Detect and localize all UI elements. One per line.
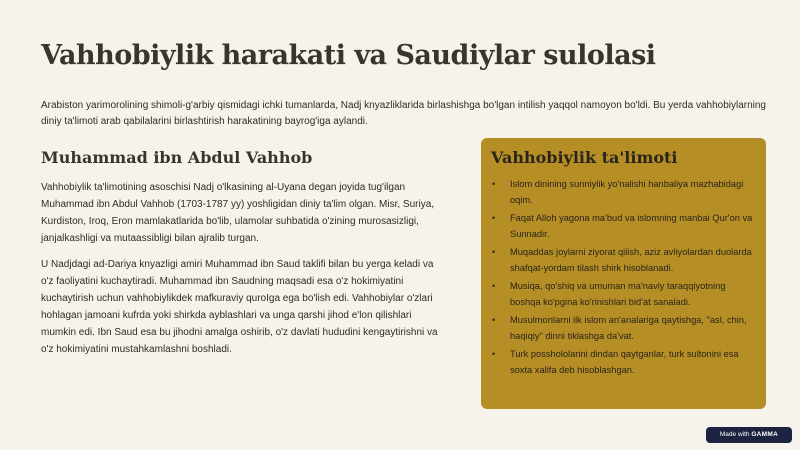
list-item-text: Muqaddas joylarni ziyorat qilish, aziz avliyolardan duolarda shafqat-yordam tilash shirk hisoblanadi. [510, 247, 752, 273]
intro-paragraph: Arabiston yarimorolining shimoli-g'arbiy qismidagi ichki tumanlarda, Nadj knyazliklarida birlashishga bo'lgan intilish yaqqol namoyon bo'ldi. Bu yerda vahhobiylarning diniy ta'limoti arab qabilalarini birlashtirish harakatining bayrog'iga aylandi. [41, 100, 766, 127]
teachings-card [481, 138, 766, 409]
list-item-text: Turk posshololarini dindan qaytganlar, turk sultonini esa soxta xalifa deb hisoblashgan. [510, 349, 739, 375]
bullet-icon: • [492, 213, 496, 223]
list-item [491, 244, 756, 276]
page-title: Vahhobiylik harakati va Saudiylar sulolasi [41, 40, 656, 71]
left-column [41, 148, 443, 367]
made-with-gamma-badge[interactable] [706, 427, 792, 443]
list-item-text: Islom dinining sunniylik yo'nalishi hanbaliya mazhabidagi oqim. [510, 179, 744, 205]
list-item [491, 312, 756, 344]
bullet-icon: • [492, 349, 496, 359]
list-item [491, 210, 756, 242]
paragraph-biography: Vahhobiylik ta'limotining asoschisi Nadj o'lkasining al-Uyana degan joyida tug'ilgan Muhammad ibn Abdul Vahhob (1703-1787 yy) yoshligidan diniy ta'lim olgan. Misr, Suriya, Kurdiston, Iroq, Eron mamlakatlarida bo'lib, ulamolar suhbatida o'zining murosasizligi, janjalkashligi va mutaassibligi bilan ajralib turgan. [41, 182, 435, 244]
list-item-text: Musiqa, qo'shiq va umuman ma'naviy taraqqiyotning boshqa ko'pgina ko'rinishlari bid'at sanaladi. [510, 281, 726, 307]
teachings-list [491, 176, 756, 378]
badge-prefix: Made with [719, 431, 750, 438]
bullet-icon: • [492, 247, 496, 257]
list-item-text: Musulmonlarni ilk islom an'analariga qaytishga, "asl, chin, haqiqiy" dinni tiklashga da'vat. [510, 315, 747, 341]
bullet-icon: • [492, 315, 496, 325]
badge-brand: GAMMA [751, 431, 779, 438]
list-item [491, 278, 756, 310]
bullet-icon: • [492, 179, 496, 189]
list-item [491, 176, 756, 208]
list-item-text: Faqat Alloh yagona ma'bud va islomning manbai Qur'on va Sunnadir. [510, 213, 753, 239]
card-heading: Vahhobiylik ta'limoti [491, 148, 678, 167]
section-heading: Muhammad ibn Abdul Vahhob [41, 148, 313, 167]
list-item [491, 346, 756, 378]
paragraph-alliance: U Nadjdagi ad-Dariya knyazligi amiri Muhammad ibn Saud taklifi bilan bu yerga keladi va o'z faoliyatini kuchaytiradi. Muhammad ibn Saudning maqsadi esa o'z hokimiyatini kuchaytirish uchun vahhobiylikdek mafkuraviy quroIga ega bo'lish edi. Vahhobiylar o'zlari hohlagan jamoani kufrda yoki shirkda ayblashlari va unga qarshi jihod e'lon qilishlari mumkin edi. Ibn Saud esa bu jihodni amalga oshirib, o'z davlati hududini kengaytirishni va o'z hokimiyatini mustahkamlashni boshladi. [41, 259, 438, 355]
bullet-icon: • [492, 281, 496, 291]
